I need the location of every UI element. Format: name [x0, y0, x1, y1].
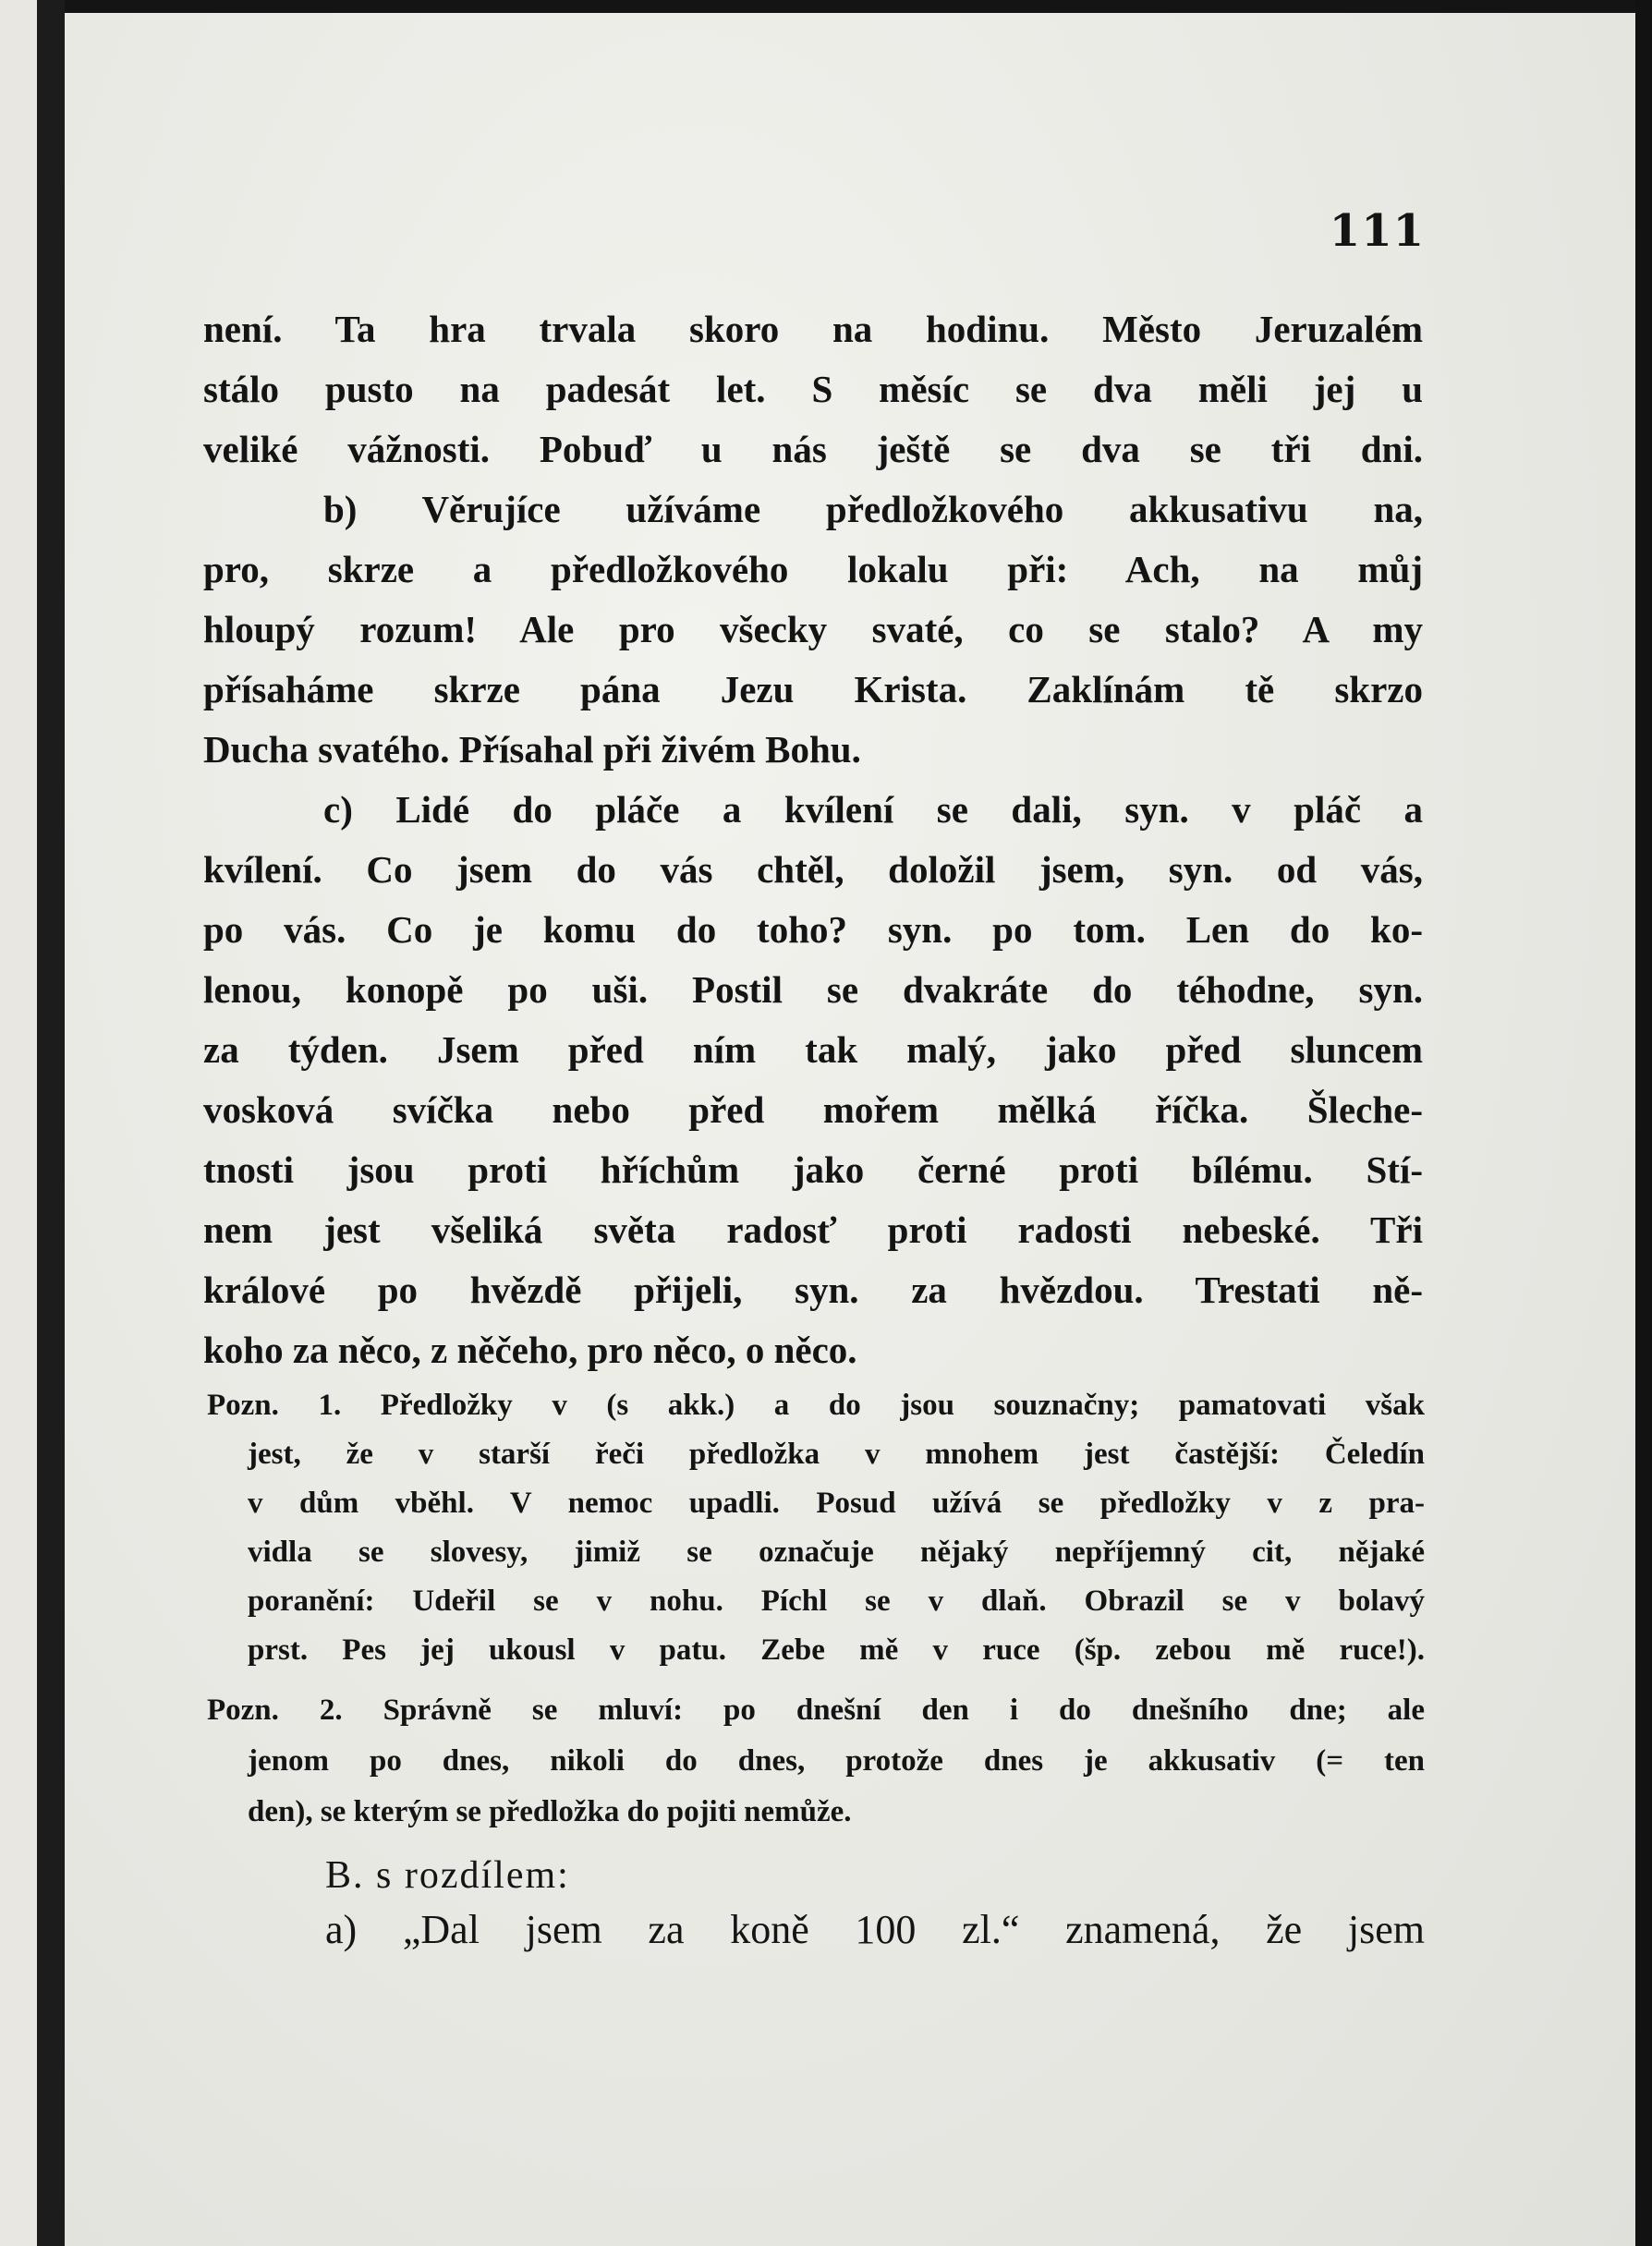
body-line: nem jest všeliká světa radosť proti radosti nebeské. Tři	[203, 1208, 1423, 1251]
body-line: vosková svíčka nebo před mořem mělká říčka. Šleche-	[203, 1088, 1423, 1131]
scan-top-border	[0, 0, 1652, 13]
body-line: lenou, konopě po uši. Postil se dvakráte do téhodne, syn.	[203, 968, 1423, 1011]
note-1-line: poranění: Udeřil se v nohu. Píchl se v dlaň. Obrazil se v bolavý	[248, 1584, 1425, 1618]
note-1-line: vidla se slovesy, jimiž se označuje nějaký nepříjemný cit, nějaké	[248, 1536, 1425, 1569]
scan-left-margin	[0, 0, 37, 2246]
section-b-line: a) „Dal jsem za koně 100 zl.“ znamená, že jsem	[325, 1907, 1425, 1952]
body-line: není. Ta hra trvala skoro na hodinu. Město Jeruzalém	[203, 308, 1423, 350]
note-2-line: Pozn. 2. Správně se mluví: po dnešní den i do dnešního dne; ale	[207, 1694, 1425, 1727]
body-line: tnosti jsou proti hříchům jako černé proti bílému. Stí-	[203, 1148, 1423, 1191]
section-b-heading: B. s rozdílem:	[325, 1854, 570, 1897]
note-1-line: v dům vběhl. V nemoc upadli. Posud užívá se předložky v z pra-	[248, 1487, 1425, 1520]
body-line: kvílení. Co jsem do vás chtěl, doložil jsem, syn. od vás,	[203, 848, 1423, 891]
body-line: veliké vážnosti. Pobuď u nás ještě se dva se tři dni.	[203, 428, 1423, 470]
body-line: pro, skrze a předložkového lokalu při: Ach, na můj	[203, 548, 1423, 590]
note-1-line: Pozn. 1. Předložky v (s akk.) a do jsou souznačny; pamatovati však	[207, 1389, 1425, 1422]
body-line: králové po hvězdě přijeli, syn. za hvězdou. Trestati ně-	[203, 1269, 1423, 1311]
body-line: po vás. Co je komu do toho? syn. po tom. Len do ko-	[203, 908, 1423, 951]
note-1-line: prst. Pes jej ukousl v patu. Zebe mě v ruce (šp. zebou mě ruce!).	[248, 1633, 1425, 1667]
note-2-line: den), se kterým se předložka do pojiti nemůže.	[248, 1795, 852, 1828]
body-line: stálo pusto na padesát let. S měsíc se dva měli jej u	[203, 368, 1423, 410]
body-line: hloupý rozum! Ale pro všecky svaté, co se stalo? A my	[203, 608, 1423, 650]
book-spine-shadow	[37, 0, 65, 2246]
note-2-line: jenom po dnes, nikoli do dnes, protože dnes je akkusativ (= ten	[248, 1744, 1425, 1778]
body-line: Ducha svatého. Přísahal při živém Bohu.	[203, 728, 861, 771]
note-1-line: jest, že v starší řeči předložka v mnohem jest častější: Čeledín	[248, 1438, 1425, 1471]
body-line: c) Lidé do pláče a kvílení se dali, syn. v pláč a	[323, 788, 1423, 831]
page-number: 111	[1329, 205, 1425, 257]
body-line: přísaháme skrze pána Jezu Krista. Zaklínám tě skrzo	[203, 668, 1423, 710]
scan-right-border	[1635, 0, 1652, 2246]
body-line: za týden. Jsem před ním tak malý, jako před sluncem	[203, 1028, 1423, 1071]
body-line: b) Věrujíce užíváme předložkového akkusativu na,	[323, 488, 1423, 530]
body-line: koho za něco, z něčeho, pro něco, o něco.	[203, 1329, 857, 1371]
